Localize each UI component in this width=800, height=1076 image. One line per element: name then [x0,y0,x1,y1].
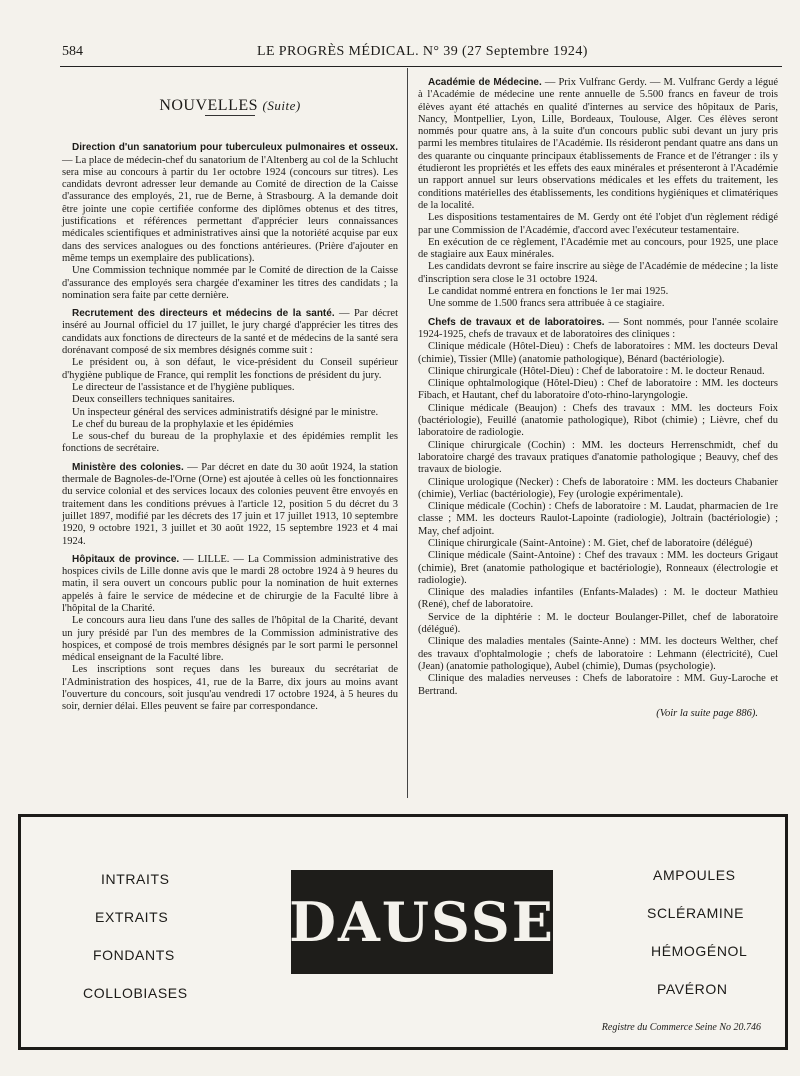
article-paragraph [62,431,398,456]
article-paragraph [62,394,398,406]
paragraph-text: Service de la diphtérie : M. le docteur Boulanger-Pillet, chef de laboratoire (délégué). [418,611,778,636]
paragraph-text: Un inspecteur général des services administratifs désigné par le ministre. [72,406,379,418]
paragraph-text: — Par décret en date du 30 août 1924, la station thermale de Bagnoles-de-l'Orne (Orne) est ajoutée à celles où les fonctionnaires du service colonial et des services locaux des colonies peuvent être envoyés en traitement dans les conditions prévues à l'article 12, position 5 du décret du 3 juillet 1897, modifié par les décrets des 17 juin et 17 juillet 1913, 10 septembre 1920, 9 octobre 1921, 3 juillet et 30 août 1922, 15 septembre 1923 et 4 mai 1924. [62,461,398,547]
article-paragraph [418,317,778,342]
paragraph-text: Le directeur de l'assistance et de l'hygiène publiques. [72,381,295,393]
header-rule [60,66,782,67]
article-paragraph [418,286,778,298]
article-paragraph [418,341,778,366]
article-paragraph [418,298,778,310]
news-article [418,317,778,698]
ad-right-item: SCLÉRAMINE [647,905,745,921]
paragraph-text: Clinique chirurgicale (Hôtel-Dieu) : Chef de laboratoire : M. le docteur Renaud. [428,365,765,377]
paragraph-text: — Sont nommés, pour l'année scolaire 1924-1925, chefs de travaux et de laboratoires des cliniques : [418,316,778,340]
news-article [418,77,778,311]
dausse-logo: DAUSSE [291,870,553,974]
article-paragraph [62,407,398,419]
article-paragraph [62,142,398,265]
ad-left-item: INTRAITS [101,871,170,887]
paragraph-text: Le chef du bureau de la prophylaxie et les épidémies [72,418,294,430]
article-paragraph [62,265,398,302]
news-article [62,462,398,548]
paragraph-text: — Par décret inséré au Journal officiel du 17 juillet, le jury chargé d'apprécier les titres des candidats aux fonctions de directeurs de la santé et de médecins de la santé sera dorénavant composé de six membres désignés comme suit : [62,308,398,357]
paragraph-text: En exécution de ce règlement, l'Académie met au concours, pour 1925, une place de stagiaire aux Eaux minérales. [418,236,778,261]
paragraph-text: Clinique des maladies nerveuses : Chefs de laboratoire : MM. Guy-Laroche et Bertrand. [418,673,778,697]
article-paragraph [62,664,398,713]
article-paragraph [62,382,398,394]
ad-right-item: PAVÉRON [657,981,728,997]
article-paragraph [418,550,778,587]
column-divider [407,68,408,798]
paragraph-text: Clinique médicale (Beaujon) : Chefs des travaux : MM. les docteurs Foix (bactériologie), Feuillé (anatomie pathologique), Ribot (chimie) ; Lièvre, chef du laboratoire de radiologie. [418,402,778,439]
article-paragraph [418,636,778,673]
dausse-advertisement [18,814,788,1050]
article-title: Recrutement des directeurs et médecins de la santé. [72,308,335,320]
paragraph-text: Deux conseillers techniques sanitaires. [72,394,235,406]
article-paragraph [62,462,398,548]
article-paragraph [62,554,398,615]
article-paragraph [418,212,778,237]
paragraph-text: Clinique médicale (Saint-Antoine) : Chef des travaux : MM. les docteurs Grigaut (chimie), Bret (anatomie pathologique et bactériologie), Ronneaux (électrologie et radiologie). [418,550,778,586]
section-title-text: NOUVELLES [159,97,259,114]
paragraph-text: — La place de médecin-chef du sanatorium de l'Altenberg au col de la Schlucht sera mise au concours à partir du 1er octobre 1924 (concours sur titres). Les candidats devront adresser leur demande au Comité de direction de la Caisse d'assurance des employés, 21, rue de Berne, à Strasbourg. A la demande doit être jointe une copie certifiée conforme des diplômes obtenus et des titres, justifications et références permettant d'apprécier leurs connaissances médicales scientifiques et administratives ainsi que la notoriété acquise par eux dans des services analogues ou des fonctions antérieures. (Prière d'ajouter en même temps un exemplaire des publications). [62,154,398,264]
article-title: Chefs de travaux et de laboratoires. [428,316,605,328]
paragraph-text: Clinique ophtalmologique (Hôtel-Dieu) : Chef de laboratoire : MM. les docteurs Fibach, et Hautant, chef du laboratoire d'oto-rhino-laryngologie. [418,378,778,402]
ad-left-item: FONDANTS [93,947,175,963]
paragraph-text: Le candidat nommé entrera en fonctions le 1er mai 1925. [428,286,669,298]
page-number: 584 [62,44,83,59]
ad-left-item: COLLOBIASES [83,985,188,1001]
page-header [62,44,780,66]
see-more-note: (Voir la suite page 886). [656,707,758,719]
section-title [62,97,398,116]
right-articles [418,77,778,698]
paragraph-text: Les candidats devront se faire inscrire au siège de l'Académie de médecine ; la liste d'inscription sera close le 31 octobre 1924. [418,261,778,285]
paragraph-text: Clinique des maladies infantiles (Enfants-Malades) : M. le docteur Mathieu (René), chef de laboratoire. [418,587,778,611]
news-article [62,142,398,302]
article-paragraph [62,419,398,431]
article-paragraph [62,615,398,664]
paragraph-text: Le sous-chef du bureau de la prophylaxie et des épidémies remplit les fonctions de secrétaire. [62,431,398,455]
paragraph-text: Le président ou, à son défaut, le vice-président du Conseil supérieur d'hygiène publique de France, qui remplit les fonctions de président du jury. [62,357,398,381]
article-title: Académie de Médecine. [428,77,542,88]
article-paragraph [418,77,778,212]
paragraph-text: Les dispositions testamentaires de M. Gerdy ont été l'objet d'un règlement rédigé par une Commission de l'Académie, d'accord avec l'exécuteur testamentaire. [418,212,778,236]
article-paragraph [418,366,778,378]
registre-text: Registre du Commerce Seine No 20.746 [601,1022,761,1033]
article-paragraph [418,237,778,262]
left-column [62,80,398,720]
article-paragraph [418,261,778,286]
news-article [62,554,398,714]
article-paragraph [418,673,778,698]
article-paragraph [418,538,778,550]
paragraph-text: Clinique des maladies mentales (Sainte-Anne) : MM. les docteurs Welther, chef des travaux d'ophtalmologie ; chefs de laboratoire : Lehmann (électricité), Cuel (Jean) (anatomie pathologique), Aubel (chimie), Dumas (psychologie). [418,636,778,672]
left-articles [62,142,398,713]
paragraph-text: Clinique chirurgicale (Cochin) : MM. les docteurs Herrenschmidt, chef du laboratoire chargé des travaux pratiques d'anatomie pathologique ; Beauvy, chef des travaux de biologie. [418,439,778,476]
article-paragraph [418,587,778,612]
paragraph-text: Les inscriptions sont reçues dans les bureaux du secrétariat de l'Administration des hospices, 41, rue de la Barre, dix jours au moins avant l'ouverture du concours, soit jusqu'au vendredi 17 octobre 1924, à 5 heures du soir, dernier délai. Elles peuvent se faire par correspondance. [62,664,398,713]
article-paragraph [62,357,398,382]
article-paragraph [418,378,778,403]
right-column [418,77,778,720]
paragraph-text: Le concours aura lieu dans l'une des salles de l'hôpital de la Charité, devant un jury présidé par l'un des membres de la Commission administrative des hospices, et composé de trois membres désignés par le sort parmi le personnel médical enseignant de la Faculté libre. [62,615,398,664]
title-underline [205,115,255,116]
ad-right-item: HÉMOGÉNOL [651,943,748,959]
article-title: Direction d'un sanatorium pour tuberculeux pulmonaires et osseux. [72,142,398,154]
article-paragraph [418,501,778,538]
paragraph-text: — LILLE. — La Commission administrative des hospices civils de Lille donne avis que le mardi 28 octobre 1924 à 9 heures du matin, il sera ouvert un concours public pour la nomination de huit externes appelés à faire le service de médecine et de chirurgie de la Faculté libre à l'hôpital de la Charité. [62,553,399,614]
article-title: Ministère des colonies. [72,461,184,473]
journal-title: LE PROGRÈS MÉDICAL. N° 39 (27 Septembre 1924) [257,44,588,59]
paragraph-text: Clinique médicale (Hôtel-Dieu) : Chefs de laboratoires : MM. les docteurs Deval (chimie), Tissier (Mlle) (anatomie pathologique), Bénard (bactériologie). [418,341,778,365]
paragraph-text: Une somme de 1.500 francs sera attribuée à ce stagiaire. [428,298,665,310]
article-paragraph [418,477,778,502]
paragraph-text: Clinique chirurgicale (Saint-Antoine) : M. Giet, chef de laboratoire (délégué) [428,537,753,549]
article-paragraph [62,308,398,357]
news-article [62,308,398,456]
ad-left-item: EXTRAITS [95,909,169,925]
paragraph-text: Une Commission technique nommée par le Comité de direction de la Caisse d'assurance des employés sera chargée d'examiner les titres des candidats ; la nomination sera faite par cette dernière. [62,265,398,301]
paragraph-text: Clinique médicale (Cochin) : Chefs de laboratoire : M. Laudat, pharmacien de 1re classe ; MM. les docteurs Raulot-Lapointe (radiologie), Joltrain (bactériologie) ; May, chef adjoint. [418,501,778,537]
article-title: Hôpitaux de province. [72,553,180,565]
article-paragraph [418,612,778,637]
paragraph-text: Clinique urologique (Necker) : Chefs de laboratoire : MM. les docteurs Chabanier (chimie), Verliac (bactériologie), Fey (urologie expérimentale). [418,476,778,500]
article-paragraph [418,440,778,477]
article-paragraph [418,403,778,440]
paragraph-text: — Prix Vulfranc Gerdy. — M. Vulfranc Gerdy a légué à l'Académie de médecine une rente annuelle de 5.500 francs en faveur de trois élèves ayant été attachés en qualité d'internes au service des hôpitaux de Paris, Nancy, Montpellier, Lyon, Lille, Bordeaux, Toulouse, Alger. Ces élèves seront nommés pour quatre ans, à la suite d'un concours public subi devant un jury pris parmi les membres titulaires de l'Académie. Ils résideront pendant quatre ans dans un des quarante ou cinquante principaux établissements de France et de l'étranger : ils y étudieront les propriétés et les effets des eaux minérales et présenteront à l'Académie un rapport annuel sur leurs observations médicales et les effets du traitement, les conditions matérielles des établissements, les conditions hygiéniques et climatériques de la localité. [418,77,779,211]
section-suffix: (Suite) [262,98,301,113]
ad-right-item: AMPOULES [653,867,736,883]
